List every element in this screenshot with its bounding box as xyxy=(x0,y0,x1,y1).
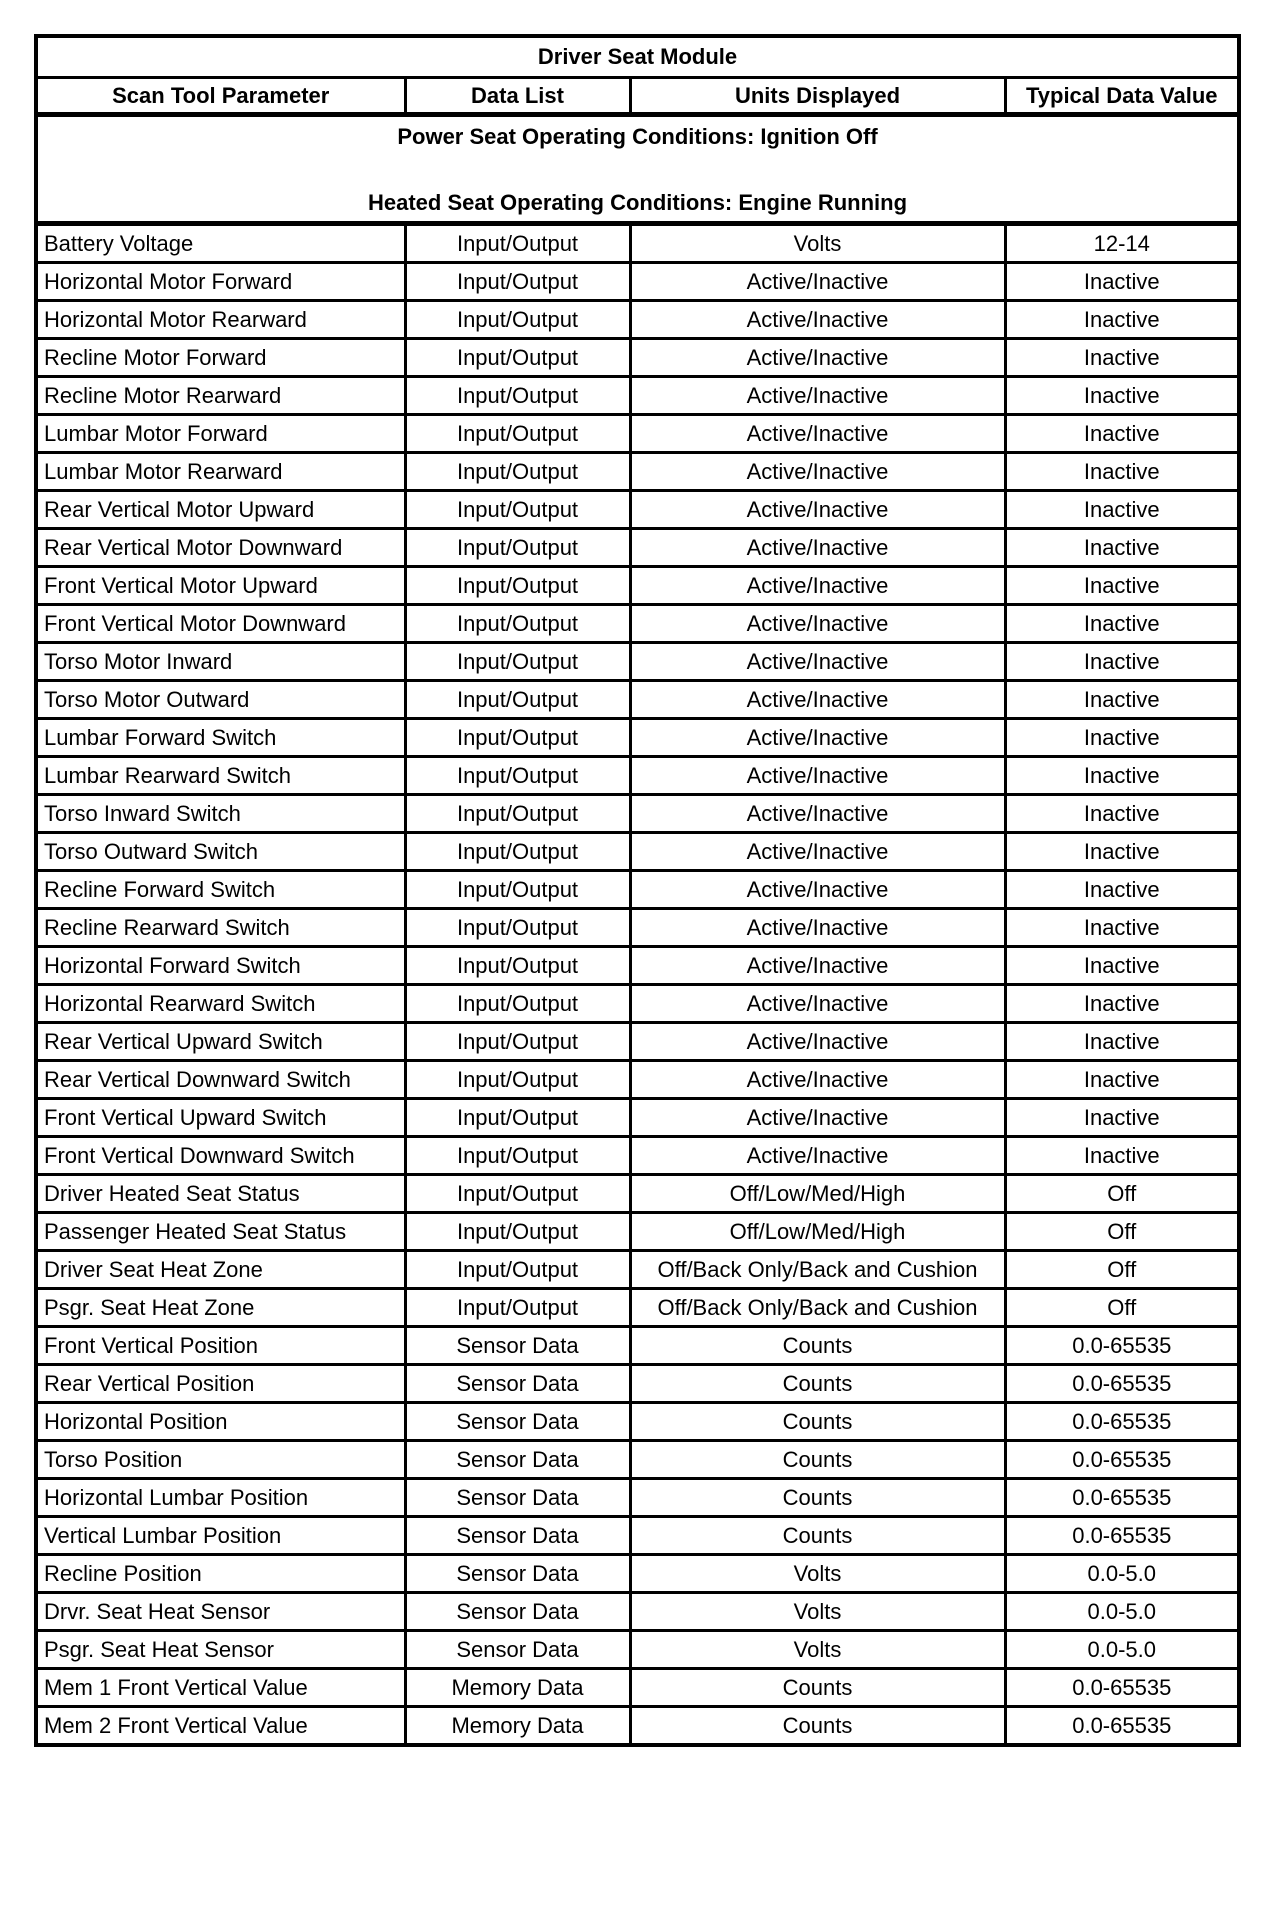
cell-data-list: Sensor Data xyxy=(405,1517,630,1555)
cell-units-displayed: Off/Low/Med/High xyxy=(630,1175,1005,1213)
table-row xyxy=(36,1479,1239,1517)
cell-typical-data-value: Inactive xyxy=(1005,795,1239,833)
cell-units-displayed: Active/Inactive xyxy=(630,833,1005,871)
cell-data-list: Input/Output xyxy=(405,681,630,719)
table-row xyxy=(36,453,1239,491)
cell-typical-data-value: 12-14 xyxy=(1005,224,1239,263)
cell-scan-tool-parameter: Mem 1 Front Vertical Value xyxy=(36,1669,405,1707)
cell-scan-tool-parameter: Torso Position xyxy=(36,1441,405,1479)
cell-typical-data-value: Inactive xyxy=(1005,1137,1239,1175)
cell-scan-tool-parameter: Psgr. Seat Heat Sensor xyxy=(36,1631,405,1669)
cell-scan-tool-parameter: Recline Rearward Switch xyxy=(36,909,405,947)
operating-conditions xyxy=(36,115,1239,224)
cell-typical-data-value: Inactive xyxy=(1005,415,1239,453)
cell-typical-data-value: 0.0-65535 xyxy=(1005,1327,1239,1365)
table-row xyxy=(36,757,1239,795)
cell-typical-data-value: Inactive xyxy=(1005,871,1239,909)
table-row xyxy=(36,1593,1239,1631)
table-row xyxy=(36,1403,1239,1441)
table-row xyxy=(36,1023,1239,1061)
table-row xyxy=(36,795,1239,833)
cell-typical-data-value: 0.0-5.0 xyxy=(1005,1593,1239,1631)
cell-units-displayed: Volts xyxy=(630,1631,1005,1669)
cell-data-list: Input/Output xyxy=(405,1023,630,1061)
cell-typical-data-value: 0.0-65535 xyxy=(1005,1707,1239,1746)
table-title: Driver Seat Module xyxy=(36,36,1239,78)
cell-typical-data-value: Inactive xyxy=(1005,529,1239,567)
cell-typical-data-value: Off xyxy=(1005,1175,1239,1213)
cell-typical-data-value: Inactive xyxy=(1005,453,1239,491)
cell-scan-tool-parameter: Front Vertical Motor Upward xyxy=(36,567,405,605)
cell-scan-tool-parameter: Lumbar Rearward Switch xyxy=(36,757,405,795)
cell-scan-tool-parameter: Horizontal Motor Forward xyxy=(36,263,405,301)
cell-scan-tool-parameter: Rear Vertical Downward Switch xyxy=(36,1061,405,1099)
table-row xyxy=(36,1669,1239,1707)
cell-data-list: Sensor Data xyxy=(405,1555,630,1593)
table-row xyxy=(36,377,1239,415)
cell-typical-data-value: Inactive xyxy=(1005,681,1239,719)
cell-scan-tool-parameter: Rear Vertical Upward Switch xyxy=(36,1023,405,1061)
cell-scan-tool-parameter: Horizontal Forward Switch xyxy=(36,947,405,985)
cell-data-list: Sensor Data xyxy=(405,1479,630,1517)
cell-units-displayed: Volts xyxy=(630,224,1005,263)
table-row xyxy=(36,1099,1239,1137)
cell-typical-data-value: Inactive xyxy=(1005,985,1239,1023)
cell-scan-tool-parameter: Vertical Lumbar Position xyxy=(36,1517,405,1555)
cell-scan-tool-parameter: Recline Motor Forward xyxy=(36,339,405,377)
cell-scan-tool-parameter: Mem 2 Front Vertical Value xyxy=(36,1707,405,1746)
cell-data-list: Input/Output xyxy=(405,1289,630,1327)
cell-units-displayed: Active/Inactive xyxy=(630,567,1005,605)
cell-scan-tool-parameter: Horizontal Position xyxy=(36,1403,405,1441)
cell-typical-data-value: Inactive xyxy=(1005,1023,1239,1061)
cell-scan-tool-parameter: Horizontal Motor Rearward xyxy=(36,301,405,339)
table-row xyxy=(36,985,1239,1023)
table-row xyxy=(36,567,1239,605)
table-title-row xyxy=(36,36,1239,78)
cell-units-displayed: Active/Inactive xyxy=(630,529,1005,567)
cell-data-list: Input/Output xyxy=(405,1061,630,1099)
cell-data-list: Input/Output xyxy=(405,795,630,833)
table-row xyxy=(36,681,1239,719)
cell-typical-data-value: 0.0-65535 xyxy=(1005,1479,1239,1517)
cell-scan-tool-parameter: Rear Vertical Motor Downward xyxy=(36,529,405,567)
table-row xyxy=(36,1175,1239,1213)
cell-units-displayed: Active/Inactive xyxy=(630,453,1005,491)
table-row xyxy=(36,947,1239,985)
cell-units-displayed: Active/Inactive xyxy=(630,1137,1005,1175)
table-row xyxy=(36,1289,1239,1327)
cell-scan-tool-parameter: Horizontal Lumbar Position xyxy=(36,1479,405,1517)
cell-scan-tool-parameter: Driver Heated Seat Status xyxy=(36,1175,405,1213)
table-row xyxy=(36,643,1239,681)
cell-typical-data-value: Inactive xyxy=(1005,1061,1239,1099)
table-row xyxy=(36,1517,1239,1555)
cell-units-displayed: Active/Inactive xyxy=(630,263,1005,301)
cell-data-list: Sensor Data xyxy=(405,1365,630,1403)
cell-typical-data-value: 0.0-65535 xyxy=(1005,1403,1239,1441)
table-row xyxy=(36,301,1239,339)
cell-scan-tool-parameter: Recline Forward Switch xyxy=(36,871,405,909)
cell-typical-data-value: Off xyxy=(1005,1251,1239,1289)
cell-scan-tool-parameter: Front Vertical Upward Switch xyxy=(36,1099,405,1137)
operating-conditions-row xyxy=(36,115,1239,224)
cell-units-displayed: Active/Inactive xyxy=(630,871,1005,909)
table-row xyxy=(36,529,1239,567)
cell-units-displayed: Active/Inactive xyxy=(630,491,1005,529)
cell-data-list: Input/Output xyxy=(405,1137,630,1175)
table-row xyxy=(36,1631,1239,1669)
table-row xyxy=(36,909,1239,947)
cell-typical-data-value: 0.0-5.0 xyxy=(1005,1631,1239,1669)
cell-data-list: Input/Output xyxy=(405,1213,630,1251)
column-header-row xyxy=(36,78,1239,115)
cell-units-displayed: Off/Low/Med/High xyxy=(630,1213,1005,1251)
cell-scan-tool-parameter: Psgr. Seat Heat Zone xyxy=(36,1289,405,1327)
cell-scan-tool-parameter: Torso Outward Switch xyxy=(36,833,405,871)
cell-data-list: Input/Output xyxy=(405,377,630,415)
cell-units-displayed: Active/Inactive xyxy=(630,1023,1005,1061)
cell-scan-tool-parameter: Passenger Heated Seat Status xyxy=(36,1213,405,1251)
cell-scan-tool-parameter: Torso Inward Switch xyxy=(36,795,405,833)
cell-scan-tool-parameter: Drvr. Seat Heat Sensor xyxy=(36,1593,405,1631)
cell-typical-data-value: Inactive xyxy=(1005,1099,1239,1137)
cell-typical-data-value: Inactive xyxy=(1005,643,1239,681)
table-row xyxy=(36,415,1239,453)
cell-scan-tool-parameter: Torso Motor Outward xyxy=(36,681,405,719)
cell-scan-tool-parameter: Recline Motor Rearward xyxy=(36,377,405,415)
cell-data-list: Input/Output xyxy=(405,567,630,605)
cell-data-list: Input/Output xyxy=(405,909,630,947)
cell-typical-data-value: Inactive xyxy=(1005,301,1239,339)
power-seat-conditions: Power Seat Operating Conditions: Ignition Off xyxy=(397,123,878,149)
cell-scan-tool-parameter: Lumbar Forward Switch xyxy=(36,719,405,757)
cell-units-displayed: Off/Back Only/Back and Cushion xyxy=(630,1289,1005,1327)
table-row xyxy=(36,263,1239,301)
table-row xyxy=(36,1365,1239,1403)
cell-units-displayed: Active/Inactive xyxy=(630,415,1005,453)
cell-data-list: Sensor Data xyxy=(405,1631,630,1669)
cell-typical-data-value: 0.0-65535 xyxy=(1005,1669,1239,1707)
cell-units-displayed: Active/Inactive xyxy=(630,377,1005,415)
cell-typical-data-value: 0.0-65535 xyxy=(1005,1517,1239,1555)
cell-units-displayed: Counts xyxy=(630,1327,1005,1365)
cell-data-list: Input/Output xyxy=(405,719,630,757)
table-row xyxy=(36,871,1239,909)
table-row xyxy=(36,339,1239,377)
header-typical-data-value: Typical Data Value xyxy=(1005,78,1239,115)
table-row xyxy=(36,1441,1239,1479)
cell-scan-tool-parameter: Recline Position xyxy=(36,1555,405,1593)
heated-seat-conditions: Heated Seat Operating Conditions: Engine Running xyxy=(368,189,908,215)
cell-units-displayed: Volts xyxy=(630,1593,1005,1631)
cell-typical-data-value: Inactive xyxy=(1005,491,1239,529)
cell-scan-tool-parameter: Horizontal Rearward Switch xyxy=(36,985,405,1023)
cell-units-displayed: Active/Inactive xyxy=(630,909,1005,947)
cell-data-list: Memory Data xyxy=(405,1707,630,1746)
table-row xyxy=(36,1213,1239,1251)
cell-scan-tool-parameter: Driver Seat Heat Zone xyxy=(36,1251,405,1289)
table-row xyxy=(36,1327,1239,1365)
cell-data-list: Input/Output xyxy=(405,947,630,985)
driver-seat-module-table xyxy=(34,34,1241,1747)
cell-units-displayed: Counts xyxy=(630,1707,1005,1746)
cell-data-list: Input/Output xyxy=(405,224,630,263)
cell-scan-tool-parameter: Lumbar Motor Forward xyxy=(36,415,405,453)
cell-data-list: Input/Output xyxy=(405,415,630,453)
cell-data-list: Input/Output xyxy=(405,263,630,301)
cell-data-list: Sensor Data xyxy=(405,1327,630,1365)
table-row xyxy=(36,224,1239,263)
header-data-list: Data List xyxy=(405,78,630,115)
cell-units-displayed: Volts xyxy=(630,1555,1005,1593)
cell-typical-data-value: Inactive xyxy=(1005,377,1239,415)
cell-typical-data-value: Inactive xyxy=(1005,909,1239,947)
cell-data-list: Sensor Data xyxy=(405,1403,630,1441)
cell-data-list: Input/Output xyxy=(405,643,630,681)
cell-typical-data-value: Inactive xyxy=(1005,757,1239,795)
cell-scan-tool-parameter: Lumbar Motor Rearward xyxy=(36,453,405,491)
cell-typical-data-value: Inactive xyxy=(1005,263,1239,301)
cell-data-list: Input/Output xyxy=(405,833,630,871)
cell-scan-tool-parameter: Front Vertical Downward Switch xyxy=(36,1137,405,1175)
cell-data-list: Input/Output xyxy=(405,529,630,567)
cell-units-displayed: Counts xyxy=(630,1517,1005,1555)
cell-typical-data-value: Inactive xyxy=(1005,567,1239,605)
table-row xyxy=(36,1137,1239,1175)
cell-data-list: Input/Output xyxy=(405,339,630,377)
cell-scan-tool-parameter: Rear Vertical Motor Upward xyxy=(36,491,405,529)
cell-units-displayed: Counts xyxy=(630,1669,1005,1707)
table-row xyxy=(36,605,1239,643)
cell-typical-data-value: 0.0-5.0 xyxy=(1005,1555,1239,1593)
cell-typical-data-value: Inactive xyxy=(1005,719,1239,757)
table-row xyxy=(36,1061,1239,1099)
table-row xyxy=(36,1707,1239,1746)
cell-data-list: Sensor Data xyxy=(405,1593,630,1631)
cell-data-list: Input/Output xyxy=(405,757,630,795)
cell-data-list: Sensor Data xyxy=(405,1441,630,1479)
cell-scan-tool-parameter: Rear Vertical Position xyxy=(36,1365,405,1403)
cell-units-displayed: Active/Inactive xyxy=(630,757,1005,795)
cell-scan-tool-parameter: Battery Voltage xyxy=(36,224,405,263)
cell-units-displayed: Active/Inactive xyxy=(630,339,1005,377)
cell-typical-data-value: 0.0-65535 xyxy=(1005,1441,1239,1479)
cell-units-displayed: Counts xyxy=(630,1365,1005,1403)
cell-data-list: Input/Output xyxy=(405,871,630,909)
cell-data-list: Input/Output xyxy=(405,453,630,491)
cell-typical-data-value: 0.0-65535 xyxy=(1005,1365,1239,1403)
cell-units-displayed: Counts xyxy=(630,1479,1005,1517)
table-row xyxy=(36,1555,1239,1593)
cell-units-displayed: Active/Inactive xyxy=(630,681,1005,719)
cell-data-list: Input/Output xyxy=(405,985,630,1023)
table-row xyxy=(36,833,1239,871)
cell-units-displayed: Active/Inactive xyxy=(630,985,1005,1023)
table-row xyxy=(36,719,1239,757)
cell-units-displayed: Active/Inactive xyxy=(630,1099,1005,1137)
cell-scan-tool-parameter: Front Vertical Motor Downward xyxy=(36,605,405,643)
cell-typical-data-value: Off xyxy=(1005,1213,1239,1251)
cell-typical-data-value: Inactive xyxy=(1005,947,1239,985)
cell-units-displayed: Active/Inactive xyxy=(630,1061,1005,1099)
table-row xyxy=(36,491,1239,529)
cell-units-displayed: Active/Inactive xyxy=(630,643,1005,681)
cell-data-list: Input/Output xyxy=(405,605,630,643)
table-row xyxy=(36,1251,1239,1289)
cell-units-displayed: Active/Inactive xyxy=(630,795,1005,833)
cell-units-displayed: Counts xyxy=(630,1441,1005,1479)
cell-units-displayed: Active/Inactive xyxy=(630,301,1005,339)
cell-units-displayed: Active/Inactive xyxy=(630,719,1005,757)
cell-units-displayed: Active/Inactive xyxy=(630,605,1005,643)
header-scan-tool-parameter: Scan Tool Parameter xyxy=(36,78,405,115)
cell-typical-data-value: Inactive xyxy=(1005,339,1239,377)
cell-typical-data-value: Off xyxy=(1005,1289,1239,1327)
cell-data-list: Memory Data xyxy=(405,1669,630,1707)
cell-typical-data-value: Inactive xyxy=(1005,833,1239,871)
cell-data-list: Input/Output xyxy=(405,491,630,529)
cell-typical-data-value: Inactive xyxy=(1005,605,1239,643)
cell-data-list: Input/Output xyxy=(405,301,630,339)
header-units-displayed: Units Displayed xyxy=(630,78,1005,115)
cell-units-displayed: Active/Inactive xyxy=(630,947,1005,985)
cell-data-list: Input/Output xyxy=(405,1099,630,1137)
conditions-spacer xyxy=(42,153,1233,186)
cell-data-list: Input/Output xyxy=(405,1251,630,1289)
cell-scan-tool-parameter: Torso Motor Inward xyxy=(36,643,405,681)
cell-units-displayed: Counts xyxy=(630,1403,1005,1441)
cell-data-list: Input/Output xyxy=(405,1175,630,1213)
cell-scan-tool-parameter: Front Vertical Position xyxy=(36,1327,405,1365)
cell-units-displayed: Off/Back Only/Back and Cushion xyxy=(630,1251,1005,1289)
